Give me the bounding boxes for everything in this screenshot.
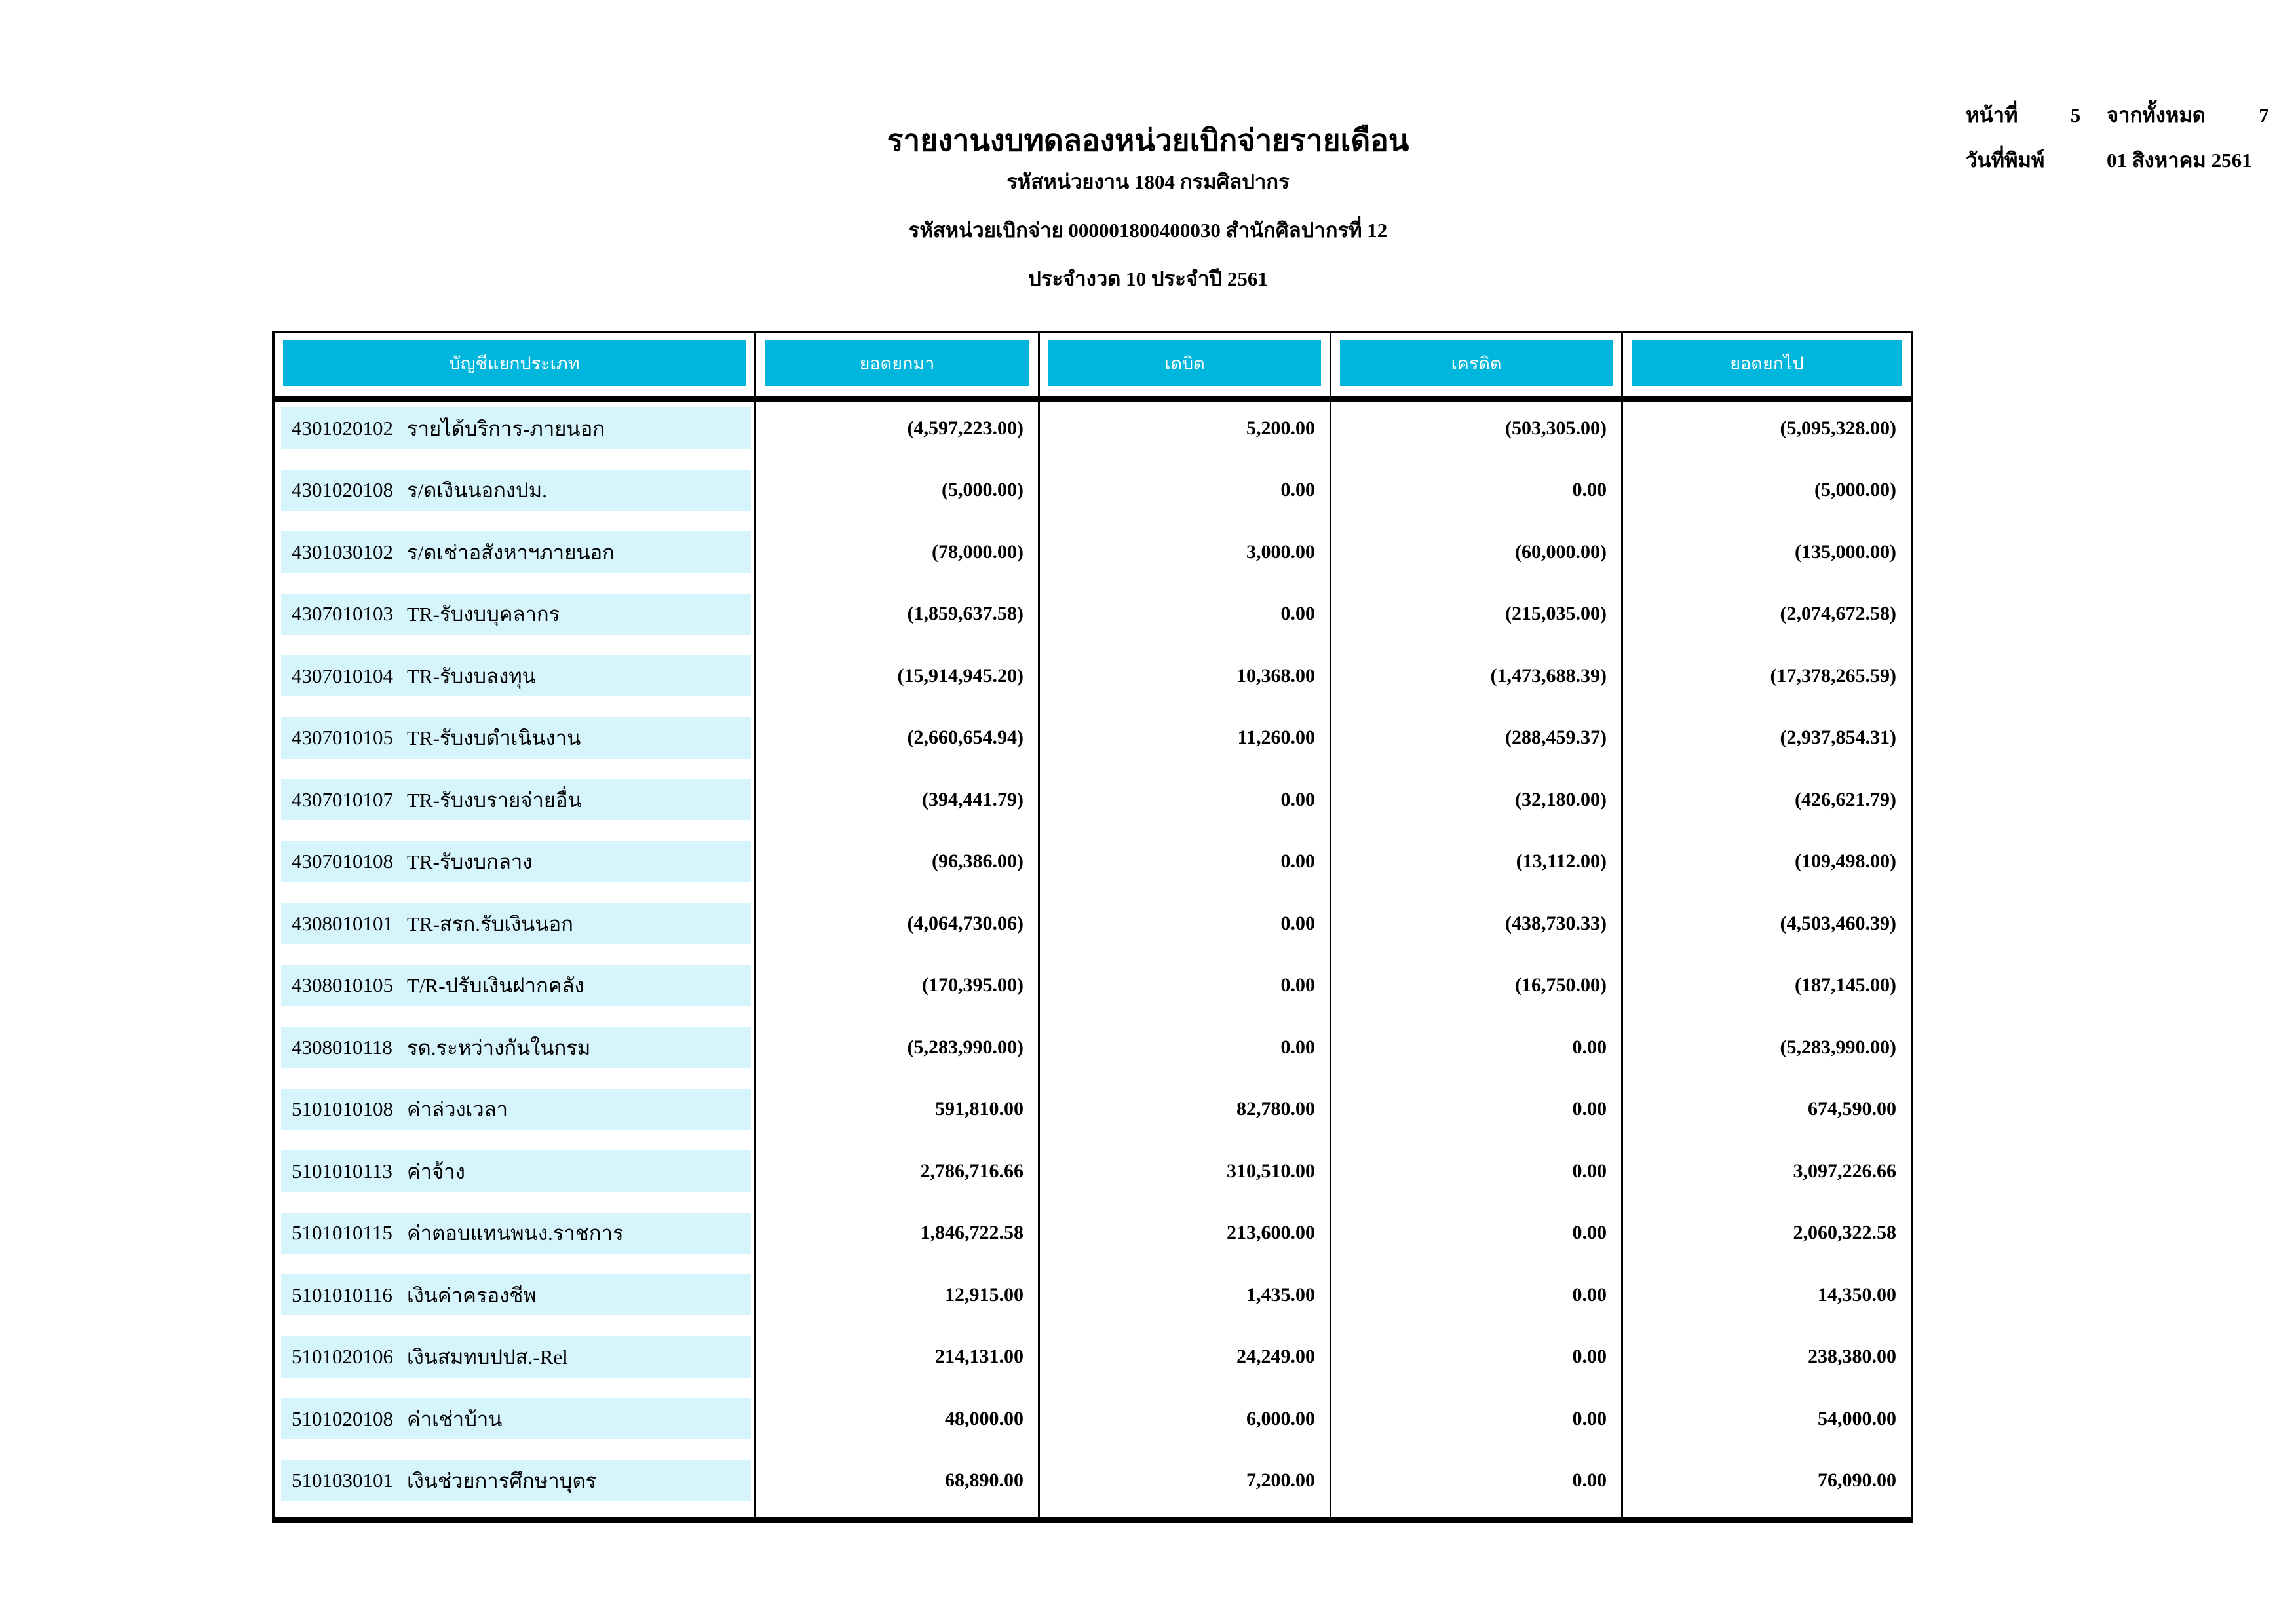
balance-cell-value: (2,074,672.58) bbox=[1780, 603, 1896, 624]
carry-forward-cell bbox=[756, 960, 1040, 1022]
table-row bbox=[275, 1084, 1911, 1146]
account-name: ค่าล่วงเวลา bbox=[407, 1098, 508, 1121]
balance-cell-value: (135,000.00) bbox=[1795, 540, 1896, 563]
balance-cell bbox=[1623, 1393, 1911, 1455]
account-name: TR-รับงบรายจ่ายอื่น bbox=[407, 788, 582, 812]
balance-cell bbox=[1623, 588, 1911, 651]
credit-cell-value: 0.00 bbox=[1572, 1160, 1607, 1182]
debit-cell bbox=[1040, 1145, 1331, 1207]
credit-cell bbox=[1331, 1084, 1623, 1146]
debit-cell bbox=[1040, 650, 1331, 712]
debit-cell-value: 310,510.00 bbox=[1227, 1160, 1315, 1182]
debit-cell-value: 0.00 bbox=[1280, 603, 1315, 624]
credit-cell bbox=[1331, 526, 1623, 588]
balance-cell-value: 54,000.00 bbox=[1818, 1407, 1896, 1429]
disbursement-unit-line: รหัสหน่วยเบิกจ่าย 000001800400030 สำนักศิลปากรที่ 12 bbox=[908, 219, 1388, 242]
debit-cell bbox=[1040, 836, 1331, 898]
credit-cell bbox=[1331, 1145, 1623, 1207]
credit-cell-value: (288,459.37) bbox=[1505, 727, 1607, 748]
debit-cell-value: 0.00 bbox=[1280, 912, 1315, 934]
account-cell bbox=[275, 774, 756, 836]
credit-cell-value: 0.00 bbox=[1572, 1346, 1607, 1367]
account-code: 5101010113 bbox=[292, 1159, 392, 1182]
account-cell bbox=[275, 1021, 756, 1084]
credit-cell bbox=[1331, 464, 1623, 527]
credit-cell-value: (13,112.00) bbox=[1516, 850, 1607, 872]
credit-cell-value: (32,180.00) bbox=[1515, 788, 1607, 810]
account-band bbox=[281, 407, 751, 449]
report-title: รายงานงบทดลองหน่วยเบิกจ่ายรายเดือน bbox=[887, 124, 1409, 157]
debit-cell bbox=[1040, 402, 1331, 464]
agency-code-line: รหัสหน่วยงาน 1804 กรมศิลปากร bbox=[1006, 170, 1290, 193]
account-name: ร/ดเงินนอกงปม. bbox=[407, 479, 547, 502]
balance-cell bbox=[1623, 464, 1911, 527]
carry-forward-cell-value: (170,395.00) bbox=[922, 974, 1024, 996]
print-date-value: 01 สิงหาคม 2561 bbox=[2107, 149, 2252, 172]
print-date-label: วันที่พิมพ์ bbox=[1966, 149, 2045, 172]
carry-forward-cell-value: (4,597,223.00) bbox=[907, 417, 1024, 439]
credit-cell bbox=[1331, 1269, 1623, 1331]
account-cell bbox=[275, 526, 756, 588]
table-row bbox=[275, 1145, 1911, 1207]
table-row bbox=[275, 897, 1911, 960]
account-band bbox=[281, 1089, 751, 1130]
account-cell bbox=[275, 1455, 756, 1517]
debit-cell bbox=[1040, 1331, 1331, 1393]
carry-forward-cell-value: (5,283,990.00) bbox=[907, 1036, 1024, 1058]
balance-cell-value: (426,621.79) bbox=[1795, 788, 1896, 810]
account-band bbox=[281, 903, 751, 944]
account-band bbox=[281, 655, 751, 696]
credit-cell bbox=[1331, 1021, 1623, 1084]
account-code: 4307010105 bbox=[292, 726, 393, 749]
table-row bbox=[275, 1331, 1911, 1393]
credit-cell bbox=[1331, 960, 1623, 1022]
credit-cell-value: (60,000.00) bbox=[1515, 540, 1607, 563]
debit-cell-value: 3,000.00 bbox=[1246, 540, 1315, 563]
account-band bbox=[281, 779, 751, 820]
account-code: 4308010118 bbox=[292, 1035, 392, 1059]
balance-cell-value: 76,090.00 bbox=[1818, 1469, 1896, 1491]
account-cell bbox=[275, 464, 756, 527]
balance-cell-value: (5,283,990.00) bbox=[1780, 1036, 1896, 1058]
carry-forward-cell-value: 2,786,716.66 bbox=[920, 1160, 1024, 1182]
credit-cell-value: 0.00 bbox=[1572, 479, 1607, 500]
account-band bbox=[281, 1336, 751, 1378]
debit-cell-value: 0.00 bbox=[1280, 479, 1315, 500]
credit-cell-value: 0.00 bbox=[1572, 1407, 1607, 1429]
account-cell bbox=[275, 650, 756, 712]
column-header-balance bbox=[1623, 333, 1911, 396]
account-cell bbox=[275, 712, 756, 774]
debit-cell-value: 0.00 bbox=[1280, 850, 1315, 872]
account-code: 5101020108 bbox=[292, 1407, 393, 1430]
balance-cell-value: 2,060,322.58 bbox=[1793, 1222, 1896, 1243]
account-cell bbox=[275, 836, 756, 898]
carry-forward-cell bbox=[756, 1145, 1040, 1207]
balance-cell bbox=[1623, 1207, 1911, 1270]
account-name: ค่าเช่าบ้าน bbox=[407, 1407, 503, 1431]
carry-forward-cell bbox=[756, 1207, 1040, 1270]
debit-cell bbox=[1040, 1084, 1331, 1146]
account-name: ร/ดเช่าอสังหาฯภายนอก bbox=[407, 540, 615, 564]
account-name: ค่าจ้าง bbox=[407, 1160, 465, 1183]
account-code: 5101020106 bbox=[292, 1345, 393, 1368]
debit-cell-value: 1,435.00 bbox=[1246, 1283, 1315, 1306]
carry-forward-cell bbox=[756, 1331, 1040, 1393]
account-name: TR-รับงบบุคลากร bbox=[407, 603, 560, 626]
carry-forward-cell-value: (96,386.00) bbox=[932, 850, 1024, 872]
account-cell bbox=[275, 402, 756, 464]
account-name: รายได้บริการ-ภายนอก bbox=[407, 417, 605, 440]
account-name: รด.ระหว่างกันในกรม bbox=[407, 1036, 591, 1059]
balance-cell-value: (2,937,854.31) bbox=[1780, 727, 1896, 748]
carry-forward-cell bbox=[756, 464, 1040, 527]
carry-forward-cell bbox=[756, 712, 1040, 774]
debit-cell bbox=[1040, 1393, 1331, 1455]
debit-cell-value: 0.00 bbox=[1280, 974, 1315, 996]
balance-cell bbox=[1623, 960, 1911, 1022]
debit-cell-value: 11,260.00 bbox=[1237, 727, 1315, 748]
carry-forward-cell bbox=[756, 1021, 1040, 1084]
balance-cell bbox=[1623, 897, 1911, 960]
credit-cell bbox=[1331, 712, 1623, 774]
debit-cell-value: 5,200.00 bbox=[1246, 417, 1315, 439]
account-cell bbox=[275, 588, 756, 651]
debit-cell-value: 24,249.00 bbox=[1236, 1346, 1315, 1367]
account-code: 5101010108 bbox=[292, 1097, 393, 1120]
page-number: 5 bbox=[2070, 104, 2081, 126]
table-row bbox=[275, 464, 1911, 527]
carry-forward-cell-value: (5,000.00) bbox=[942, 479, 1024, 500]
table-row bbox=[275, 650, 1911, 712]
credit-cell bbox=[1331, 1393, 1623, 1455]
account-cell bbox=[275, 1393, 756, 1455]
carry-forward-cell bbox=[756, 650, 1040, 712]
credit-cell-value: (503,305.00) bbox=[1505, 417, 1607, 439]
carry-forward-cell bbox=[756, 588, 1040, 651]
table-body bbox=[275, 402, 1911, 1517]
column-header-account-chip: บัญชีแยกประเภท bbox=[283, 340, 746, 386]
account-cell bbox=[275, 960, 756, 1022]
account-code: 4308010101 bbox=[292, 911, 393, 935]
account-name: เงินสมทบปปส.-Rel bbox=[407, 1346, 568, 1369]
credit-cell bbox=[1331, 402, 1623, 464]
account-code: 4307010103 bbox=[292, 602, 393, 625]
balance-cell-value: 674,590.00 bbox=[1808, 1098, 1896, 1120]
account-name: ค่าตอบแทนพนง.ราชการ bbox=[407, 1222, 624, 1245]
credit-cell-value: (1,473,688.39) bbox=[1490, 664, 1607, 687]
carry-forward-cell-value: 48,000.00 bbox=[945, 1407, 1024, 1429]
credit-cell bbox=[1331, 1455, 1623, 1517]
account-band bbox=[281, 1027, 751, 1068]
account-band bbox=[281, 1274, 751, 1315]
carry-forward-cell bbox=[756, 402, 1040, 464]
balance-cell-value: (17,378,265.59) bbox=[1770, 664, 1896, 687]
debit-cell-value: 7,200.00 bbox=[1246, 1469, 1315, 1491]
table-row bbox=[275, 1455, 1911, 1517]
account-cell bbox=[275, 1207, 756, 1270]
balance-cell bbox=[1623, 1084, 1911, 1146]
debit-cell bbox=[1040, 464, 1331, 527]
account-band bbox=[281, 717, 751, 759]
carry-forward-cell-value: 591,810.00 bbox=[935, 1098, 1024, 1120]
credit-cell-value: (215,035.00) bbox=[1505, 603, 1607, 624]
period-line: ประจำงวด 10 ประจำปี 2561 bbox=[1028, 267, 1268, 290]
credit-cell bbox=[1331, 1207, 1623, 1270]
table-row bbox=[275, 588, 1911, 651]
account-code: 5101010115 bbox=[292, 1221, 392, 1244]
balance-cell bbox=[1623, 1145, 1911, 1207]
debit-cell bbox=[1040, 588, 1331, 651]
carry-forward-cell bbox=[756, 1393, 1040, 1455]
debit-cell bbox=[1040, 712, 1331, 774]
credit-cell-value: (16,750.00) bbox=[1515, 974, 1607, 996]
account-cell bbox=[275, 1084, 756, 1146]
balance-cell-value: (5,000.00) bbox=[1814, 479, 1896, 500]
account-cell bbox=[275, 897, 756, 960]
balance-cell bbox=[1623, 650, 1911, 712]
account-name: TR-สรก.รับเงินนอก bbox=[407, 912, 573, 935]
credit-cell bbox=[1331, 836, 1623, 898]
account-code: 4301020108 bbox=[292, 478, 393, 501]
carry-forward-cell-value: (1,859,637.58) bbox=[907, 603, 1024, 624]
account-code: 4308010105 bbox=[292, 973, 393, 996]
carry-forward-cell bbox=[756, 774, 1040, 836]
balance-cell-value: (5,095,328.00) bbox=[1780, 417, 1896, 439]
column-header-debit-chip: เดบิต bbox=[1048, 340, 1321, 386]
account-band bbox=[281, 1150, 751, 1192]
balance-cell-value: (187,145.00) bbox=[1795, 974, 1896, 996]
debit-cell bbox=[1040, 960, 1331, 1022]
debit-cell-value: 0.00 bbox=[1280, 1036, 1315, 1058]
debit-cell-value: 6,000.00 bbox=[1246, 1407, 1315, 1429]
carry-forward-cell bbox=[756, 526, 1040, 588]
account-code: 4307010104 bbox=[292, 664, 393, 687]
debit-cell-value: 82,780.00 bbox=[1236, 1098, 1315, 1120]
carry-forward-cell-value: (2,660,654.94) bbox=[907, 727, 1024, 748]
table-row bbox=[275, 1393, 1911, 1455]
account-band bbox=[281, 594, 751, 635]
table-row bbox=[275, 1269, 1911, 1331]
carry-forward-cell bbox=[756, 1084, 1040, 1146]
balance-cell bbox=[1623, 774, 1911, 836]
debit-cell bbox=[1040, 1207, 1331, 1270]
balance-cell-value: 238,380.00 bbox=[1808, 1346, 1896, 1367]
account-band bbox=[281, 841, 751, 882]
balance-cell bbox=[1623, 1021, 1911, 1084]
account-cell bbox=[275, 1269, 756, 1331]
credit-cell bbox=[1331, 588, 1623, 651]
carry-forward-cell bbox=[756, 1269, 1040, 1331]
account-code: 4301030102 bbox=[292, 540, 393, 563]
total-pages-label: จากทั้งหมด bbox=[2107, 104, 2206, 126]
balance-cell bbox=[1623, 1331, 1911, 1393]
credit-cell-value: 0.00 bbox=[1572, 1098, 1607, 1120]
balance-cell-value: (109,498.00) bbox=[1795, 850, 1896, 872]
debit-cell bbox=[1040, 526, 1331, 588]
table-row bbox=[275, 1207, 1911, 1270]
total-pages: 7 bbox=[2259, 104, 2269, 126]
carry-forward-cell-value: 68,890.00 bbox=[945, 1469, 1024, 1491]
carry-forward-cell-value: 214,131.00 bbox=[935, 1346, 1024, 1367]
column-header-balance-chip: ยอดยกไป bbox=[1632, 340, 1902, 386]
carry-forward-cell bbox=[756, 836, 1040, 898]
credit-cell bbox=[1331, 1331, 1623, 1393]
carry-forward-cell bbox=[756, 1455, 1040, 1517]
balance-cell bbox=[1623, 836, 1911, 898]
account-band bbox=[281, 531, 751, 573]
credit-cell bbox=[1331, 774, 1623, 836]
balance-cell-value: 14,350.00 bbox=[1818, 1283, 1896, 1306]
account-name: เงินช่วยการศึกษาบุตร bbox=[407, 1469, 597, 1492]
account-band bbox=[281, 965, 751, 1006]
debit-cell bbox=[1040, 774, 1331, 836]
carry-forward-cell-value: 1,846,722.58 bbox=[920, 1222, 1024, 1243]
carry-forward-cell-value: (15,914,945.20) bbox=[897, 664, 1024, 687]
balance-cell bbox=[1623, 526, 1911, 588]
credit-cell bbox=[1331, 650, 1623, 712]
account-band bbox=[281, 1398, 751, 1439]
account-name: TR-รับงบลงทุน bbox=[407, 664, 536, 688]
account-cell bbox=[275, 1145, 756, 1207]
table-row bbox=[275, 960, 1911, 1022]
table-row bbox=[275, 526, 1911, 588]
carry-forward-cell-value: (394,441.79) bbox=[922, 788, 1024, 810]
credit-cell-value: 0.00 bbox=[1572, 1036, 1607, 1058]
balance-cell bbox=[1623, 402, 1911, 464]
account-name: TR-รับงบดำเนินงาน bbox=[407, 727, 581, 749]
balance-cell bbox=[1623, 1269, 1911, 1331]
carry-forward-cell-value: (78,000.00) bbox=[932, 540, 1024, 563]
debit-cell bbox=[1040, 897, 1331, 960]
account-name: T/R-ปรับเงินฝากคลัง bbox=[407, 974, 584, 997]
column-header-account bbox=[275, 333, 756, 396]
balance-cell bbox=[1623, 712, 1911, 774]
debit-cell bbox=[1040, 1269, 1331, 1331]
account-band bbox=[281, 470, 751, 511]
account-code: 4307010107 bbox=[292, 787, 393, 811]
carry-forward-cell bbox=[756, 897, 1040, 960]
credit-cell-value: (438,730.33) bbox=[1505, 912, 1607, 934]
account-band bbox=[281, 1460, 751, 1501]
credit-cell-value: 0.00 bbox=[1572, 1222, 1607, 1243]
account-code: 4301020102 bbox=[292, 416, 393, 440]
table-row bbox=[275, 1021, 1911, 1084]
carry-forward-cell-value: 12,915.00 bbox=[945, 1283, 1024, 1306]
account-name: เงินค่าครองชีพ bbox=[407, 1283, 537, 1307]
page-label: หน้าที่ bbox=[1966, 104, 2018, 126]
carry-forward-cell-value: (4,064,730.06) bbox=[907, 912, 1024, 934]
account-name: TR-รับงบกลาง bbox=[407, 850, 533, 873]
table-row bbox=[275, 774, 1911, 836]
trial-balance-table bbox=[272, 331, 1913, 1523]
column-header-credit bbox=[1331, 333, 1623, 396]
debit-cell bbox=[1040, 1455, 1331, 1517]
balance-cell bbox=[1623, 1455, 1911, 1517]
debit-cell bbox=[1040, 1021, 1331, 1084]
column-header-carry-forward-chip: ยอดยกมา bbox=[765, 340, 1029, 386]
account-code: 5101010116 bbox=[292, 1283, 392, 1306]
report-header bbox=[0, 0, 2296, 314]
account-cell bbox=[275, 1331, 756, 1393]
credit-cell bbox=[1331, 897, 1623, 960]
table-row bbox=[275, 402, 1911, 464]
debit-cell-value: 10,368.00 bbox=[1236, 664, 1315, 687]
balance-cell-value: (4,503,460.39) bbox=[1780, 912, 1896, 934]
column-header-carry-forward bbox=[756, 333, 1040, 396]
debit-cell-value: 213,600.00 bbox=[1227, 1222, 1315, 1243]
table-header-row bbox=[275, 333, 1911, 402]
account-code: 5101030101 bbox=[292, 1469, 393, 1492]
credit-cell-value: 0.00 bbox=[1572, 1469, 1607, 1491]
balance-cell-value: 3,097,226.66 bbox=[1793, 1160, 1896, 1182]
account-band bbox=[281, 1213, 751, 1254]
credit-cell-value: 0.00 bbox=[1572, 1283, 1607, 1306]
table-row bbox=[275, 836, 1911, 898]
column-header-credit-chip: เครดิต bbox=[1340, 340, 1613, 386]
debit-cell-value: 0.00 bbox=[1280, 788, 1315, 810]
table-row bbox=[275, 712, 1911, 774]
column-header-debit bbox=[1040, 333, 1331, 396]
account-code: 4307010108 bbox=[292, 850, 393, 873]
